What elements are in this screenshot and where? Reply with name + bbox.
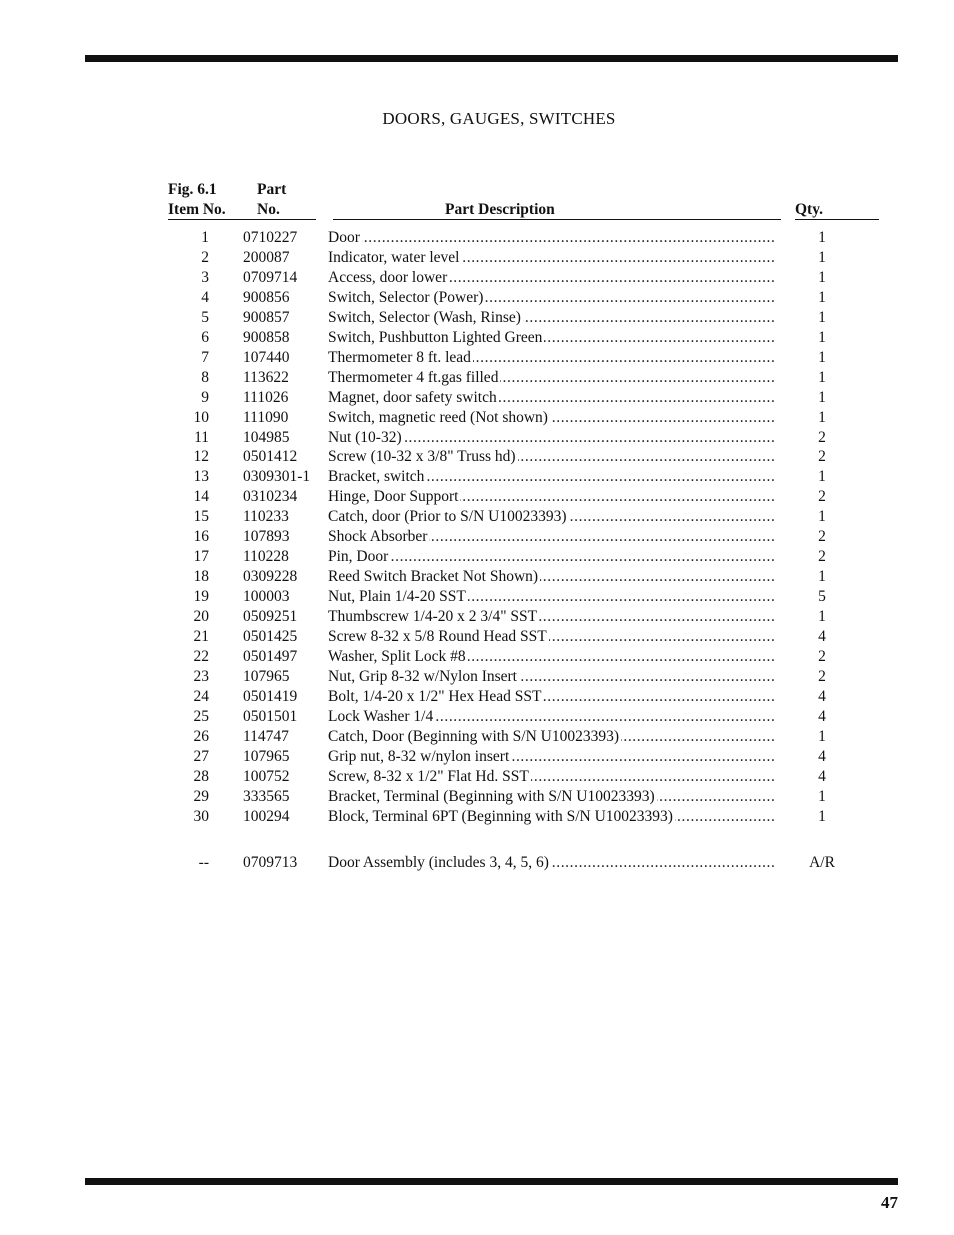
header-part-label: Part <box>257 181 287 198</box>
item-number: 3 <box>201 269 209 286</box>
part-number: 100752 <box>243 768 290 785</box>
quantity: 4 <box>818 708 826 725</box>
part-description-cell <box>328 687 774 707</box>
part-description-cell <box>328 747 774 767</box>
part-number: 107965 <box>243 748 290 765</box>
part-description: Reed Switch Bracket Not Shown) <box>328 568 539 585</box>
part-description: Catch, Door (Beginning with S/N U10023393) <box>328 728 620 745</box>
part-description: Magnet, door safety switch <box>328 389 497 406</box>
quantity: 2 <box>818 528 826 545</box>
part-number: 104985 <box>243 429 290 446</box>
part-description-cell <box>328 807 774 827</box>
quantity: 2 <box>818 448 826 465</box>
table-row <box>0 607 954 627</box>
part-number: 111090 <box>243 409 289 426</box>
item-number: 4 <box>201 289 209 306</box>
part-description-cell <box>328 228 774 248</box>
item-number: 1 <box>201 229 209 246</box>
part-description-cell <box>328 288 774 308</box>
part-description: Lock Washer 1/4 <box>328 708 434 725</box>
item-number: 17 <box>193 548 209 565</box>
item-number: 24 <box>193 688 209 705</box>
table-row <box>0 547 954 567</box>
part-number: 0501497 <box>243 648 298 665</box>
table-row <box>0 428 954 448</box>
quantity: 4 <box>818 768 826 785</box>
item-number: 20 <box>193 608 209 625</box>
part-description-cell <box>328 627 774 647</box>
page-title: DOORS, GAUGES, SWITCHES <box>382 109 616 128</box>
part-description: Door <box>328 229 360 246</box>
item-number: 13 <box>193 468 209 485</box>
item-number: 11 <box>194 429 209 446</box>
item-number: 7 <box>201 349 209 366</box>
part-description: Grip nut, 8-32 w/nylon insert <box>328 748 510 765</box>
item-number: 28 <box>193 768 209 785</box>
quantity: 1 <box>818 349 826 366</box>
part-description: Nut (10-32) <box>328 429 402 446</box>
item-number: 6 <box>201 329 209 346</box>
table-row <box>0 228 954 248</box>
part-description: Bolt, 1/4-20 x 1/2" Hex Head SST <box>328 688 542 705</box>
part-description: Thermometer 4 ft.gas filled <box>328 369 499 386</box>
quantity: A/R <box>809 854 835 871</box>
part-description-cell <box>328 727 774 747</box>
part-number: 0501412 <box>243 448 298 465</box>
quantity: 1 <box>818 808 826 825</box>
item-number: 23 <box>193 668 209 685</box>
quantity: 1 <box>818 409 826 426</box>
table-row <box>0 348 954 368</box>
item-number: 26 <box>193 728 209 745</box>
quantity: 2 <box>818 429 826 446</box>
header-underline-qty <box>795 219 879 220</box>
part-description: Hinge, Door Support <box>328 488 459 505</box>
item-number: -- <box>198 854 209 871</box>
part-description-cell <box>328 507 774 527</box>
table-row <box>0 767 954 787</box>
part-description-cell <box>328 567 774 587</box>
part-description: Switch, Selector (Wash, Rinse) <box>328 309 521 326</box>
part-description-cell <box>328 428 774 448</box>
part-description: Thermometer 8 ft. lead <box>328 349 471 366</box>
part-number: 107893 <box>243 528 290 545</box>
quantity: 1 <box>818 468 826 485</box>
item-number: 2 <box>201 249 209 266</box>
part-number: 0710227 <box>243 229 298 246</box>
part-description-cell <box>328 667 774 687</box>
item-number: 29 <box>193 788 209 805</box>
table-row <box>0 408 954 428</box>
part-number: 110233 <box>243 508 289 525</box>
part-description-cell <box>328 467 774 487</box>
table-row <box>0 467 954 487</box>
item-number: 15 <box>193 508 209 525</box>
part-number: 113622 <box>243 369 289 386</box>
part-number: 0709714 <box>243 269 298 286</box>
table-row <box>0 288 954 308</box>
table-row <box>0 527 954 547</box>
table-row <box>0 787 954 807</box>
part-number: 900858 <box>243 329 290 346</box>
header-underline-item-part <box>168 219 316 220</box>
quantity: 2 <box>818 488 826 505</box>
header-part-column <box>257 180 286 220</box>
part-description: Switch, magnetic reed (Not shown) <box>328 409 548 426</box>
table-row <box>0 647 954 667</box>
quantity: 2 <box>818 548 826 565</box>
part-number: 0310234 <box>243 488 298 505</box>
part-description-cell <box>328 607 774 627</box>
item-number: 19 <box>193 588 209 605</box>
header-fig-label: Fig. 6.1 <box>168 181 217 198</box>
header-qty-label: Qty. <box>795 201 823 218</box>
item-number: 5 <box>201 309 209 326</box>
table-row <box>0 567 954 587</box>
item-number: 12 <box>193 448 209 465</box>
part-number: 114747 <box>243 728 289 745</box>
part-description-cell <box>328 368 774 388</box>
part-description: Bracket, switch <box>328 468 425 485</box>
table-row <box>0 248 954 268</box>
quantity: 1 <box>818 788 826 805</box>
part-description-cell <box>328 487 774 507</box>
table-row <box>0 807 954 827</box>
page-number: 47 <box>881 1193 898 1212</box>
part-number: 107440 <box>243 349 290 366</box>
item-number: 27 <box>193 748 209 765</box>
item-number: 9 <box>201 389 209 406</box>
table-row <box>0 747 954 767</box>
part-number: 200087 <box>243 249 290 266</box>
part-description: Thumbscrew 1/4-20 x 2 3/4" SST <box>328 608 538 625</box>
table-row <box>0 447 954 467</box>
part-number: 111026 <box>243 389 289 406</box>
bottom-rule <box>85 1178 898 1185</box>
table-row <box>0 707 954 727</box>
table-row <box>0 687 954 707</box>
quantity: 4 <box>818 688 826 705</box>
header-no-label: No. <box>257 201 280 218</box>
part-description-cell <box>328 447 774 467</box>
table-row <box>0 727 954 747</box>
quantity: 1 <box>818 568 826 585</box>
top-rule <box>85 55 898 62</box>
part-description-cell <box>328 547 774 567</box>
item-number: 30 <box>193 808 209 825</box>
part-number: 100294 <box>243 808 290 825</box>
part-number: 110228 <box>243 548 289 565</box>
quantity: 1 <box>818 608 826 625</box>
quantity: 5 <box>818 588 826 605</box>
quantity: 4 <box>818 748 826 765</box>
quantity: 1 <box>818 728 826 745</box>
part-description-cell <box>328 268 774 288</box>
item-number: 10 <box>193 409 209 426</box>
part-number: 900856 <box>243 289 290 306</box>
part-number: 0309228 <box>243 568 298 585</box>
part-description: Switch, Selector (Power) <box>328 289 484 306</box>
part-description: Pin, Door <box>328 548 389 565</box>
part-description-cell <box>328 707 774 727</box>
part-description: Catch, door (Prior to S/N U10023393) <box>328 508 567 525</box>
table-row <box>0 487 954 507</box>
quantity: 1 <box>818 249 826 266</box>
part-number: 900857 <box>243 309 290 326</box>
table-row <box>0 627 954 647</box>
table-row <box>0 328 954 348</box>
table-row <box>0 507 954 527</box>
header-underline-description <box>333 219 781 220</box>
item-number: 8 <box>201 369 209 386</box>
part-number: 333565 <box>243 788 290 805</box>
part-description: Door Assembly (includes 3, 4, 5, 6) <box>328 854 549 871</box>
part-description-cell <box>328 767 774 787</box>
part-description-cell <box>328 328 774 348</box>
header-item-column <box>168 180 226 220</box>
part-description-cell <box>328 853 774 873</box>
part-description-cell <box>328 308 774 328</box>
table-row <box>0 268 954 288</box>
quantity: 1 <box>818 329 826 346</box>
quantity: 1 <box>818 309 826 326</box>
part-description: Switch, Pushbutton Lighted Green <box>328 329 543 346</box>
part-number: 0501425 <box>243 628 298 645</box>
quantity: 4 <box>818 628 826 645</box>
part-description-cell <box>328 348 774 368</box>
quantity: 2 <box>818 668 826 685</box>
part-number: 107965 <box>243 668 290 685</box>
part-description: Block, Terminal 6PT (Beginning with S/N U10023393) <box>328 808 673 825</box>
part-description-cell <box>328 647 774 667</box>
part-description: Nut, Plain 1/4-20 SST <box>328 588 466 605</box>
table-row <box>0 853 954 873</box>
item-number: 21 <box>193 628 209 645</box>
item-number: 25 <box>193 708 209 725</box>
item-number: 22 <box>193 648 209 665</box>
part-number: 0501419 <box>243 688 298 705</box>
part-number: 100003 <box>243 588 290 605</box>
header-description-label: Part Description <box>445 201 555 218</box>
part-description: Indicator, water level <box>328 249 460 266</box>
quantity: 1 <box>818 269 826 286</box>
table-row <box>0 308 954 328</box>
part-description: Screw (10-32 x 3/8" Truss hd) <box>328 448 516 465</box>
quantity: 1 <box>818 389 826 406</box>
table-row <box>0 667 954 687</box>
part-number: 0501501 <box>243 708 298 725</box>
table-row <box>0 388 954 408</box>
part-description-cell <box>328 388 774 408</box>
part-description: Screw 8-32 x 5/8 Round Head SST <box>328 628 547 645</box>
quantity: 1 <box>818 229 826 246</box>
table-row <box>0 368 954 388</box>
part-description: Bracket, Terminal (Beginning with S/N U10023393) <box>328 788 655 805</box>
table-row <box>0 587 954 607</box>
part-description: Screw, 8-32 x 1/2" Flat Hd. SST <box>328 768 529 785</box>
quantity: 2 <box>818 648 826 665</box>
part-number: 0709713 <box>243 854 298 871</box>
part-description-cell <box>328 787 774 807</box>
part-description: Nut, Grip 8-32 w/Nylon Insert <box>328 668 517 685</box>
item-number: 18 <box>193 568 209 585</box>
header-item-no-label: Item No. <box>168 201 226 218</box>
part-description: Washer, Split Lock #8 <box>328 648 466 665</box>
quantity: 1 <box>818 508 826 525</box>
item-number: 14 <box>193 488 209 505</box>
part-description-cell <box>328 248 774 268</box>
part-number: 0509251 <box>243 608 298 625</box>
part-description: Shock Absorber <box>328 528 428 545</box>
item-number: 16 <box>193 528 209 545</box>
part-number: 0309301-1 <box>243 468 311 485</box>
part-description-cell <box>328 408 774 428</box>
part-description-cell <box>328 587 774 607</box>
quantity: 1 <box>818 289 826 306</box>
part-description-cell <box>328 527 774 547</box>
part-description: Access, door lower <box>328 269 448 286</box>
quantity: 1 <box>818 369 826 386</box>
